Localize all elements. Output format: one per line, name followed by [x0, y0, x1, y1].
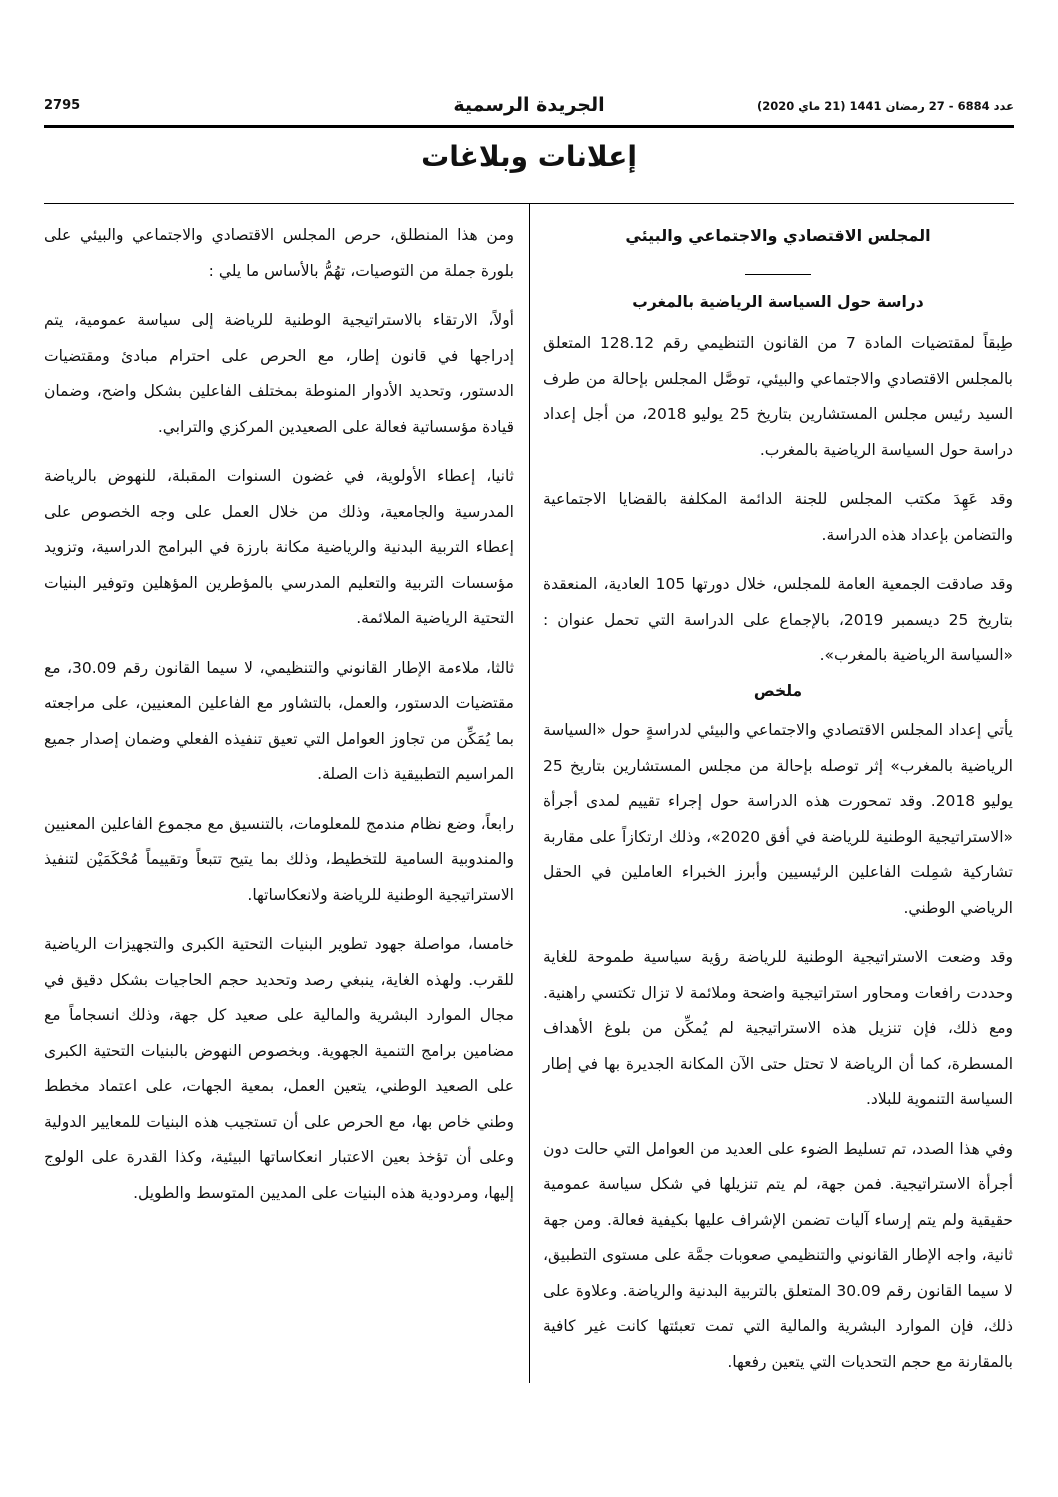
paragraph: يأتي إعداد المجلس الاقتصادي والاجتماعي والبيئي لدراسةٍ حول «السياسة الرياضية بالمغرب» إثر توصله بإحالة من مجلس المستشارين بتاريخ 25 يوليو 2018. وقد تمحورت هذه الدراسة حول إجراء تقييم لمدى أجرأة «الاستراتيجية الوطنية للرياضة في أفق 2020»، وذلك ارتكازاً على مقاربة تشاركية شمِلت الفاعلين الرئيسيين وأبرز الخبراء العاملين في الحقل الرياضي الوطني.: [543, 721, 1013, 917]
header-rule: [44, 125, 1014, 128]
recommendation: خامسا، مواصلة جهود تطوير البنيات التحتية الكبرى والتجهيزات الرياضية للقرب. ولهذه الغاية، ينبغي رصد وتحديد حجم الحاجيات بشكل دقيق في مجال الموارد البشرية والمالية على صعيد كل جهة، وذلك انسجاماً مع مضامين برامج التنمية الجهوية. وبخصوص النهوض بالبنيات التحتية الكبرى على الصعيد الوطني، يتعين العمل، بمعية الجهات، على اعتماد مخطط وطني خاص بها، مع الحرص على أن تستجيب هذه البنيات للمعايير الدولية وعلى أن تؤخذ بعين الاعتبار انعكاساتها البيئية، وكذا القدرة على الولوج إليها، ومردودية هذه البنيات على المديين المتوسط والطويل.: [44, 935, 514, 1202]
paragraph: طِبقاً لمقتضيات المادة 7 من القانون التنظيمي رقم 128.12 المتعلق بالمجلس الاقتصادي والاجتماعي والبيئي، توصَّل المجلس بإحالة من طرف السيد رئيس مجلس المستشارين بتاريخ 25 يوليو 2018، من أجل إعداد دراسة حول السياسة الرياضية بالمغرب.: [543, 334, 1014, 459]
issue-info: عدد 6884 - 27 رمضان 1441 (21 ماي 2020): [756, 99, 1014, 113]
left-column: [44, 218, 514, 1211]
recommendation: ثانيا، إعطاء الأولوية، في غضون السنوات المقبلة، للنهوض بالرياضة المدرسية والجامعية، وذلك من خلال العمل على وجه الخصوص على إعطاء التربية البدنية والرياضية مكانة بارزة في البرامج الدراسية، وتزويد مؤسسات التربية والتعليم المدرسي بالمؤطرين المؤهلين وتوفير البنيات التحتية الرياضية الملائمة.: [44, 467, 514, 627]
summary-heading: ملخص: [753, 681, 803, 700]
paragraph: وقد صادقت الجمعية العامة للمجلس، خلال دورتها 105 العادية، المنعقدة بتاريخ 25 ديسمبر 2019، بالإجماع على الدراسة التي تحمل عنوان : «السياسة الرياضية بالمغرب».: [543, 575, 1013, 664]
section-title: إعلانات وبلاغات: [421, 140, 637, 173]
paragraph: ومن هذا المنطلق، حرص المجلس الاقتصادي والاجتماعي والبيئي على بلورة جملة من التوصيات، تهُمُّ بالأساس ما يلي :: [44, 226, 514, 280]
page-header: [44, 96, 1014, 124]
paragraph: وفي هذا الصدد، تم تسليط الضوء على العديد من العوامل التي حالت دون أجرأة الاستراتيجية. فمن جهة، لم يتم تنزيلها في شكل سياسة عمومية حقيقية ولم يتم إرساء آليات تضمن الإشراف عليها بكيفية فعالة. ومن جهة ثانية، واجه الإطار القانوني والتنظيمي صعوبات جمَّة على مستوى التطبيق، لا سيما القانون رقم 30.09 المتعلق بالتربية البدنية والرياضة. وعلاوة على ذلك، فإن الموارد البشرية والمالية التي تمت تعبئتها كانت غير كافية بالمقارنة مع حجم التحديات التي يتعين رفعها.: [543, 1139, 1014, 1371]
paragraph: وقد وضعت الاستراتيجية الوطنية للرياضة رؤية سياسية طموحة للغاية وحددت رافعات ومحاور استراتيجية واضحة وملائمة لا تزال تكتسي راهنية. ومع ذلك، فإن تنزيل هذه الاستراتيجية لم يُمكِّن من بلوغ الأهداف المسطرة، كما أن الرياضة لا تحتل حتى الآن المكانة الجديرة بها في إطار السياسة التنموية للبلاد.: [543, 948, 1013, 1108]
recommendation: رابعاً، وضع نظام مندمج للمعلومات، بالتنسيق مع مجموع الفاعلين المعنيين والمندوبية السامية للتخطيط، وذلك بما يتيح تتبعاً وتقييماً مُحْكَمَيْن لتنفيذ الاستراتيجية الوطنية للرياضة ولانعكاساتها.: [44, 814, 514, 904]
publication-title: الجريدة الرسمية: [453, 94, 605, 116]
right-column: [543, 218, 1013, 1380]
recommendation: أولاً، الارتقاء بالاستراتيجية الوطنية للرياضة إلى سياسة عمومية، يتم إدراجها في قانون إطار، مع الحرص على احترام مبادئ ومقتضيات الدستور، وتحديد الأدوار المنوطة بمختلف الفاعلين بشكل واضح، وضمان قيادة مؤسساتية فعالة على الصعيدين المركزي والترابي.: [44, 311, 514, 436]
paragraph: وقد عَهِدَ مكتب المجلس للجنة الدائمة المكلفة بالقضايا الاجتماعية والتضامن بإعداد هذه الدراسة.: [543, 490, 1013, 544]
study-subtitle: دراسة حول السياسة الرياضية بالمغرب: [632, 292, 924, 311]
heading-separator: [745, 274, 811, 275]
recommendation: ثالثا، ملاءمة الإطار القانوني والتنظيمي، لا سيما القانون رقم 30.09، مع مقتضيات الدستور، والعمل، بالتشاور مع الفاعلين المعنيين، على مراجعته بما يُمَكِّن من تجاوز العوامل التي تعيق تنفيذه الفعلي وضمان إصدار جميع المراسيم التطبيقية ذات الصلة.: [44, 658, 515, 783]
page-number: 2795: [44, 98, 81, 113]
column-divider: [529, 203, 530, 1383]
organization-heading: المجلس الاقتصادي والاجتماعي والبيئي: [625, 226, 931, 245]
